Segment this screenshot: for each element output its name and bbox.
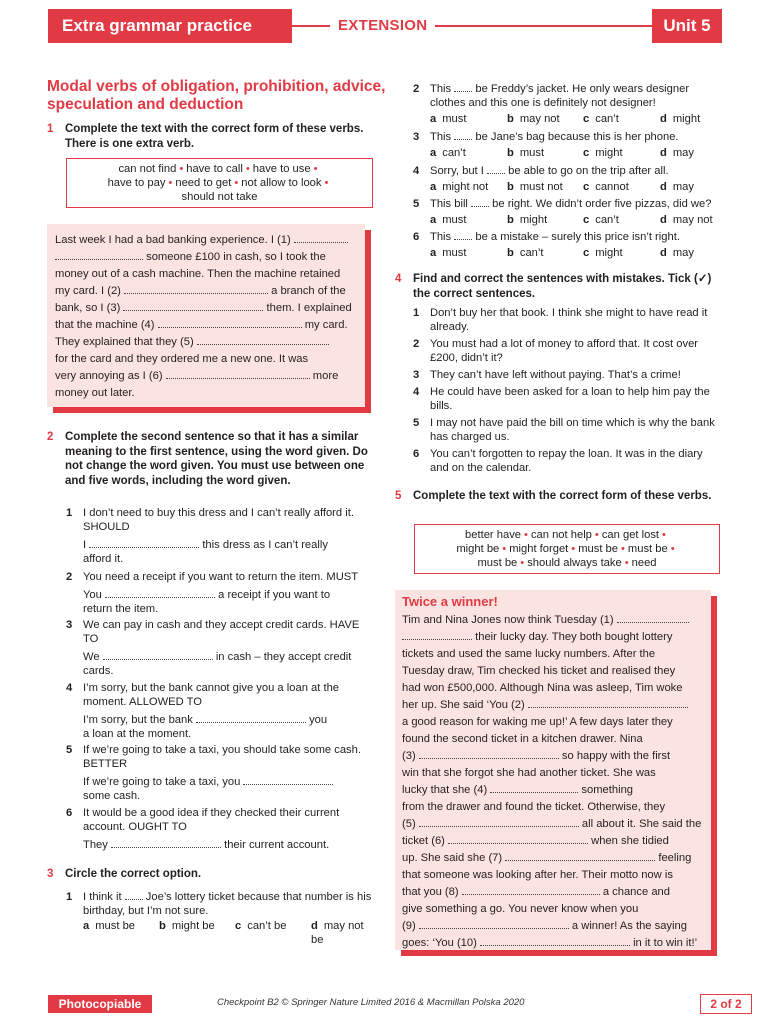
answer-gap[interactable]: [196, 713, 306, 723]
ex2-item: 4 I’m sorry, but the bank cannot give you a loan at the moment. ALLOWED TO I’m sorry, but the bank you a loan at the moment.: [66, 682, 340, 740]
gap-5[interactable]: [197, 335, 329, 345]
gap-1b[interactable]: [402, 630, 472, 640]
ex3-option[interactable]: a must: [430, 113, 467, 125]
blank[interactable]: [487, 164, 505, 174]
gap-3[interactable]: [123, 301, 263, 311]
ex5-line: that you (8) a chance and: [402, 886, 670, 898]
ex5-line: had won £500,000. Although Nina was asleep, Tim woke: [402, 682, 683, 694]
ex2-item: 2 You need a receipt if you want to return the item. MUST You a receipt if you want to return the item.: [66, 571, 359, 615]
ex3-text: Circle the correct option.: [65, 868, 202, 880]
ex2-instruction: [47, 430, 372, 488]
gap-6[interactable]: [448, 834, 588, 844]
ex2-item: 1 I don’t need to buy this dress and I can’t really afford it. SHOULD I this dress as I can’t really afford it.: [66, 507, 354, 565]
ex3-instruction: [47, 867, 367, 882]
ex3-option[interactable]: c might: [583, 147, 623, 159]
gap-10[interactable]: [480, 936, 630, 946]
ex5-line: tickets and used the same lucky numbers. After the: [402, 648, 656, 660]
ex5-line: (5) all about it. She said the: [402, 818, 702, 830]
ex5-line: Tim and Nina Jones now think Tuesday (1): [402, 612, 704, 629]
ex4-item[interactable]: 2 You must had a lot of money to afford that. It cost over £200, didn’t it?: [413, 338, 699, 364]
ex4-item[interactable]: 3 They can’t have left without paying. That’s a crime!: [413, 369, 681, 381]
word: might forget: [509, 543, 569, 555]
gap-4[interactable]: [490, 783, 578, 793]
ex5-line: their lucky day. They both bought lottery: [402, 629, 704, 646]
ex3-option[interactable]: a must: [430, 247, 467, 259]
blank[interactable]: [454, 230, 472, 240]
ex5-text-panel: [395, 590, 711, 950]
ex3-item: 3 This be Jane’s bag because this is her phone.: [413, 131, 679, 143]
ex3-option[interactable]: c cannot: [583, 181, 629, 193]
word: should always take: [527, 557, 622, 569]
word: have to use: [252, 163, 311, 175]
ex5-line: her up. She said ‘You (2): [402, 697, 704, 714]
page-heading: Modal verbs of obligation, prohibition, advice, speculation and deduction: [47, 78, 386, 113]
ex2-item: 3 We can pay in cash and they accept credit cards. HAVE TO We in cash – they accept credit cards.: [66, 619, 360, 677]
ex3-option[interactable]: b may not: [507, 113, 560, 125]
story-title: Twice a winner!: [402, 594, 498, 609]
ex3-option[interactable]: c can’t: [583, 214, 619, 226]
gap-8[interactable]: [462, 885, 600, 895]
header-section: EXTENSION: [330, 17, 435, 34]
copyright: Checkpoint B2 © Springer Nature Limited 2016 & Macmillan Polska 2020: [217, 997, 525, 1008]
word: can not find: [118, 163, 177, 175]
answer-gap[interactable]: [103, 650, 213, 660]
ex4-item[interactable]: 1 Don’t buy her that book. I think she might to have read it already.: [413, 307, 708, 333]
ex4-item[interactable]: 6 You can’t forgotten to repay the loan. It was in the diary and on the calendar.: [413, 448, 703, 474]
ex1-line: someone £100 in cash, so I took the: [55, 249, 357, 266]
ex5-line: up. She said she (7) feeling: [402, 852, 692, 864]
page-number: 2 of 2: [700, 994, 752, 1014]
gap-2[interactable]: [124, 284, 268, 294]
ex4-item[interactable]: 5 I may not have paid the bill on time which is why the bank has charged us.: [413, 417, 715, 443]
gap-5[interactable]: [419, 817, 579, 827]
ex5-line: lucky that she (4) something: [402, 784, 634, 796]
ex5-line: that someone was looking after her. Their motto now is: [402, 869, 673, 881]
ex3-option[interactable]: d may: [660, 247, 694, 259]
gap-1[interactable]: [617, 613, 689, 623]
ex2-item: 5 If we’re going to take a taxi, you should take some cash. BETTER If we’re going to take a taxi, you some cash.: [66, 744, 361, 802]
ex3-item: 6 This be a mistake – surely this price isn’t right.: [413, 231, 680, 243]
ex1-line: my card. I (2) a branch of the: [55, 285, 346, 297]
gap-1b[interactable]: [55, 250, 143, 260]
ex3-number: 3: [47, 868, 54, 880]
ex1-line: for the card and they ordered me a new one. It was: [55, 353, 309, 365]
ex5-word-box: better have • can not help • can get lost • might be • might forget • must be • must be • must be • should always take • need: [414, 524, 720, 574]
ex5-instruction: [395, 489, 725, 504]
ex5-line: goes: ‘You (10) in it to win it!’: [402, 937, 698, 949]
word: have to call: [186, 163, 243, 175]
ex1-instruction: [47, 122, 377, 151]
ex1-line: that the machine (4) my card.: [55, 319, 348, 331]
blank[interactable]: [454, 82, 472, 92]
ex5-line: from the drawer and found the ticket. Otherwise, they: [402, 801, 666, 813]
answer-gap[interactable]: [243, 775, 333, 785]
gap-3[interactable]: [419, 749, 559, 759]
ex1-line: money out of a cash machine. Then the machine retained: [55, 268, 341, 280]
ex3-option[interactable]: b can’t: [507, 247, 544, 259]
gap-9[interactable]: [419, 919, 569, 929]
answer-gap[interactable]: [111, 838, 221, 848]
header-unit: Unit 5: [652, 9, 722, 43]
word: better have: [465, 529, 522, 541]
ex3-option[interactable]: a must: [430, 214, 467, 226]
ex5-line: found the second ticket in a kitchen drawer. Nina: [402, 733, 643, 745]
word: can get lost: [601, 529, 660, 541]
ex3-option[interactable]: d may not be: [311, 920, 364, 946]
ex5-line: ticket (6) when she tidied: [402, 835, 669, 847]
blank[interactable]: [125, 890, 143, 900]
blank[interactable]: [471, 197, 489, 207]
word: need: [631, 557, 657, 569]
photocopiable-badge: Photocopiable: [48, 995, 152, 1013]
ex1-line: money out later.: [55, 387, 135, 399]
header-title: Extra grammar practice: [48, 9, 292, 43]
gap-7[interactable]: [505, 851, 655, 861]
ex3-option[interactable]: b must not: [507, 181, 563, 193]
ex3-item: 2 This be Freddy’s jacket. He only wears designer clothes and this one is definitely not designer!: [413, 83, 690, 109]
ex3-option[interactable]: b might: [507, 214, 548, 226]
ex3-option[interactable]: a can’t: [430, 147, 466, 159]
word: must be: [578, 543, 618, 555]
blank[interactable]: [454, 130, 472, 140]
ex5-text: Complete the text with the correct form of these verbs.: [413, 490, 712, 502]
answer-gap[interactable]: [89, 538, 199, 548]
ex4-item[interactable]: 4 He could have been asked for a loan to help him pay the bills.: [413, 386, 710, 412]
ex1-line: Last week I had a bad banking experience. I (1): [55, 232, 357, 249]
word: not allow to look: [241, 177, 322, 189]
word: should not take: [181, 191, 258, 203]
ex5-number: 5: [395, 490, 402, 502]
ex2-item: 6 It would be a good idea if they checked their current account. OUGHT TO They their current account.: [66, 807, 340, 851]
word: might be: [456, 543, 500, 555]
ex4-instruction: [395, 272, 725, 301]
ex3-option[interactable]: d may: [660, 181, 694, 193]
word: can not help: [530, 529, 592, 541]
ex5-line: win that she forgot she had another ticket. She was: [402, 767, 656, 779]
ex1-line: very annoying as I (6) more: [55, 370, 339, 382]
word: must be: [477, 557, 518, 569]
ex3-option[interactable]: d may: [660, 147, 694, 159]
answer-gap[interactable]: [105, 588, 215, 598]
word: have to pay: [107, 177, 166, 189]
ex1-text: Complete the text with the correct form of these verbs. There is one extra verb.: [65, 123, 364, 150]
ex4-number: 4: [395, 273, 402, 285]
ex3-item: 1 I think it Joe’s lottery ticket because that number is his birthday, but I’m not sure.: [66, 891, 372, 917]
ex5-line: (3) so happy with the first: [402, 750, 671, 762]
ex3-option[interactable]: c can’t: [583, 113, 619, 125]
ex1-line: bank, so I (3) them. I explained: [55, 302, 352, 314]
ex5-line: (9) a winner! As the saying: [402, 920, 687, 932]
gap-1[interactable]: [294, 233, 348, 243]
ex3-option[interactable]: c can’t be: [235, 920, 287, 932]
ex3-option[interactable]: b might be: [159, 920, 215, 932]
ex4-text: Find and correct the sentences with mistakes. Tick (✓) the correct sentences.: [413, 273, 712, 300]
ex1-number: 1: [47, 123, 54, 135]
ex1-line: They explained that they (5): [55, 334, 357, 351]
ex3-item: 4 Sorry, but I be able to go on the trip after all.: [413, 165, 669, 177]
ex5-line: a good reason for waking me up!’ A few days later they: [402, 716, 673, 728]
ex1-text-panel: [47, 224, 365, 407]
ex3-option[interactable]: c might: [583, 247, 623, 259]
gap-6[interactable]: [166, 369, 310, 379]
gap-4[interactable]: [158, 318, 302, 328]
ex1-word-box: can not find • have to call • have to use • have to pay • need to get • not allow to look • should not take: [66, 158, 373, 208]
ex3-option[interactable]: b must: [507, 147, 545, 159]
ex3-option[interactable]: a might not: [430, 181, 489, 193]
ex5-line: Tuesday draw, Tim checked his ticket and realised they: [402, 665, 676, 677]
ex5-line: give something a go. You never know when you: [402, 903, 639, 915]
word: need to get: [175, 177, 232, 189]
ex3-option[interactable]: d might: [660, 113, 701, 125]
ex3-item: 5 This bill be right. We didn’t order five pizzas, did we?: [413, 198, 712, 210]
ex3-option[interactable]: a must be: [83, 920, 136, 932]
ex3-option[interactable]: d may not: [660, 214, 713, 226]
ex2-number: 2: [47, 431, 54, 443]
word: must be: [627, 543, 668, 555]
ex2-text: Complete the second sentence so that it has a similar meaning to the first sentence, using the word given. Do not change the word given. You must use between one and five words, including the word given.: [65, 431, 368, 487]
gap-2[interactable]: [528, 698, 688, 708]
